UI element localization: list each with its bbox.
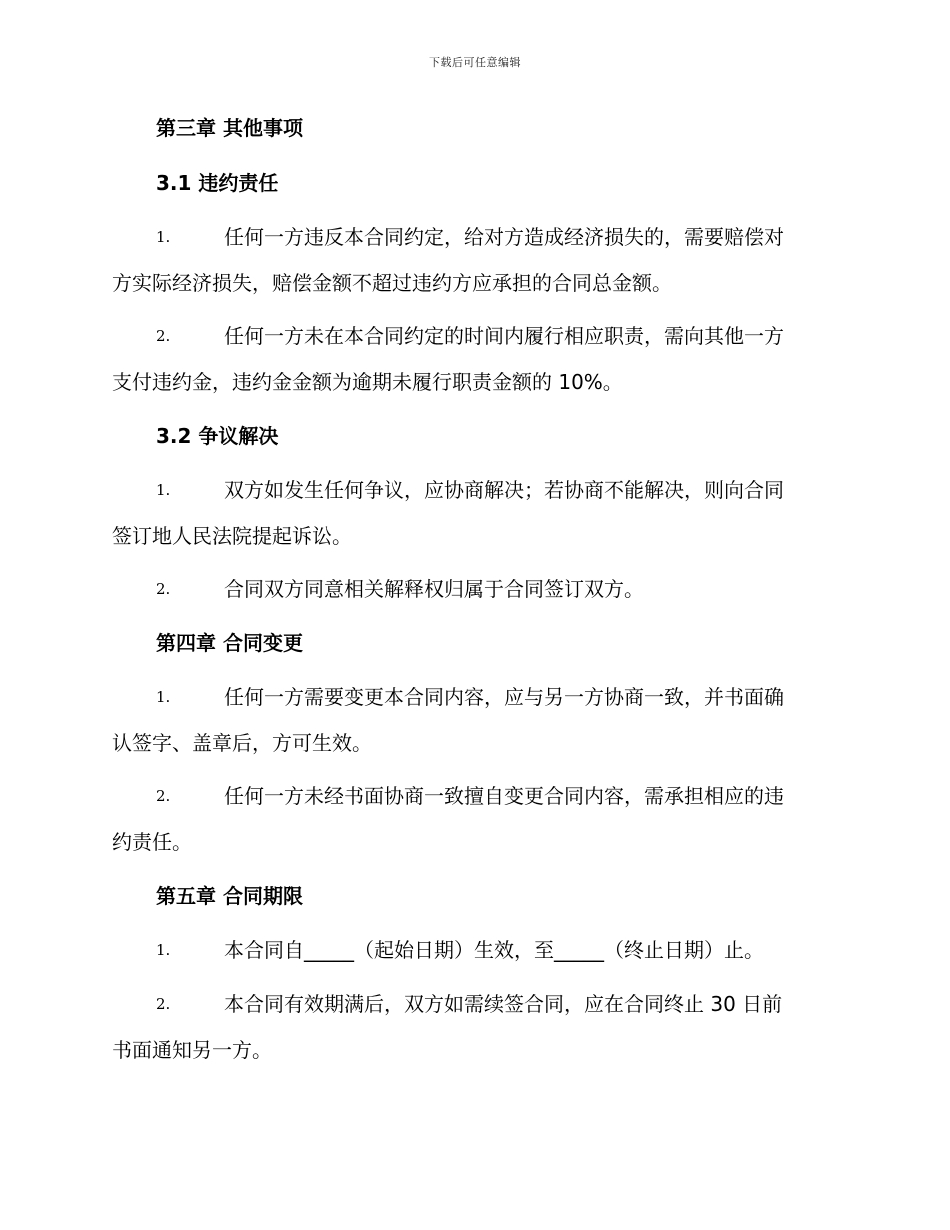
clause-text-continued: 约责任。 xyxy=(112,830,192,854)
clause-number: 2. xyxy=(156,580,171,598)
chapter-heading: 第三章 其他事项 xyxy=(156,116,303,140)
clause-text-continued: 认签字、盖章后，方可生效。 xyxy=(112,731,372,755)
clause-text: 合同双方同意相关解释权归属于合同签订双方。 xyxy=(224,577,644,601)
clause-text: 本合同自_____（起始日期）生效，至_____（终止日期）止。 xyxy=(224,938,764,962)
clause-text: 任何一方未在本合同约定的时间内履行相应职责，需向其他一方 xyxy=(224,324,784,348)
clause-number: 1. xyxy=(156,941,171,959)
clause-text: 双方如发生任何争议，应协商解决；若协商不能解决，则向合同 xyxy=(224,478,784,502)
page-header: 下载后可任意编辑 xyxy=(429,56,521,69)
clause-text: 任何一方需要变更本合同内容，应与另一方协商一致，并书面确 xyxy=(224,685,784,709)
clause-text-continued: 支付违约金，违约金金额为逾期未履行职责金额的 10%。 xyxy=(112,370,623,394)
clause-text: 任何一方违反本合同约定，给对方造成经济损失的，需要赔偿对 xyxy=(224,225,784,249)
clause-number: 2. xyxy=(156,787,171,805)
chapter-heading: 第五章 合同期限 xyxy=(156,884,303,908)
section-heading: 3.1 违约责任 xyxy=(156,171,279,195)
clause-number: 2. xyxy=(156,327,171,345)
clause-number: 1. xyxy=(156,688,171,706)
clause-text-continued: 签订地人民法院提起诉讼。 xyxy=(112,524,352,548)
clause-number: 1. xyxy=(156,228,171,246)
section-heading: 3.2 争议解决 xyxy=(156,424,279,448)
clause-text-continued: 书面通知另一方。 xyxy=(112,1038,272,1062)
clause-text: 本合同有效期满后，双方如需续签合同，应在合同终止 30 日前 xyxy=(224,992,783,1016)
clause-number: 2. xyxy=(156,995,171,1013)
clause-number: 1. xyxy=(156,481,171,499)
chapter-heading: 第四章 合同变更 xyxy=(156,631,303,655)
clause-text-continued: 方实际经济损失，赔偿金额不超过违约方应承担的合同总金额。 xyxy=(112,271,672,295)
clause-text: 任何一方未经书面协商一致擅自变更合同内容，需承担相应的违 xyxy=(224,784,784,808)
